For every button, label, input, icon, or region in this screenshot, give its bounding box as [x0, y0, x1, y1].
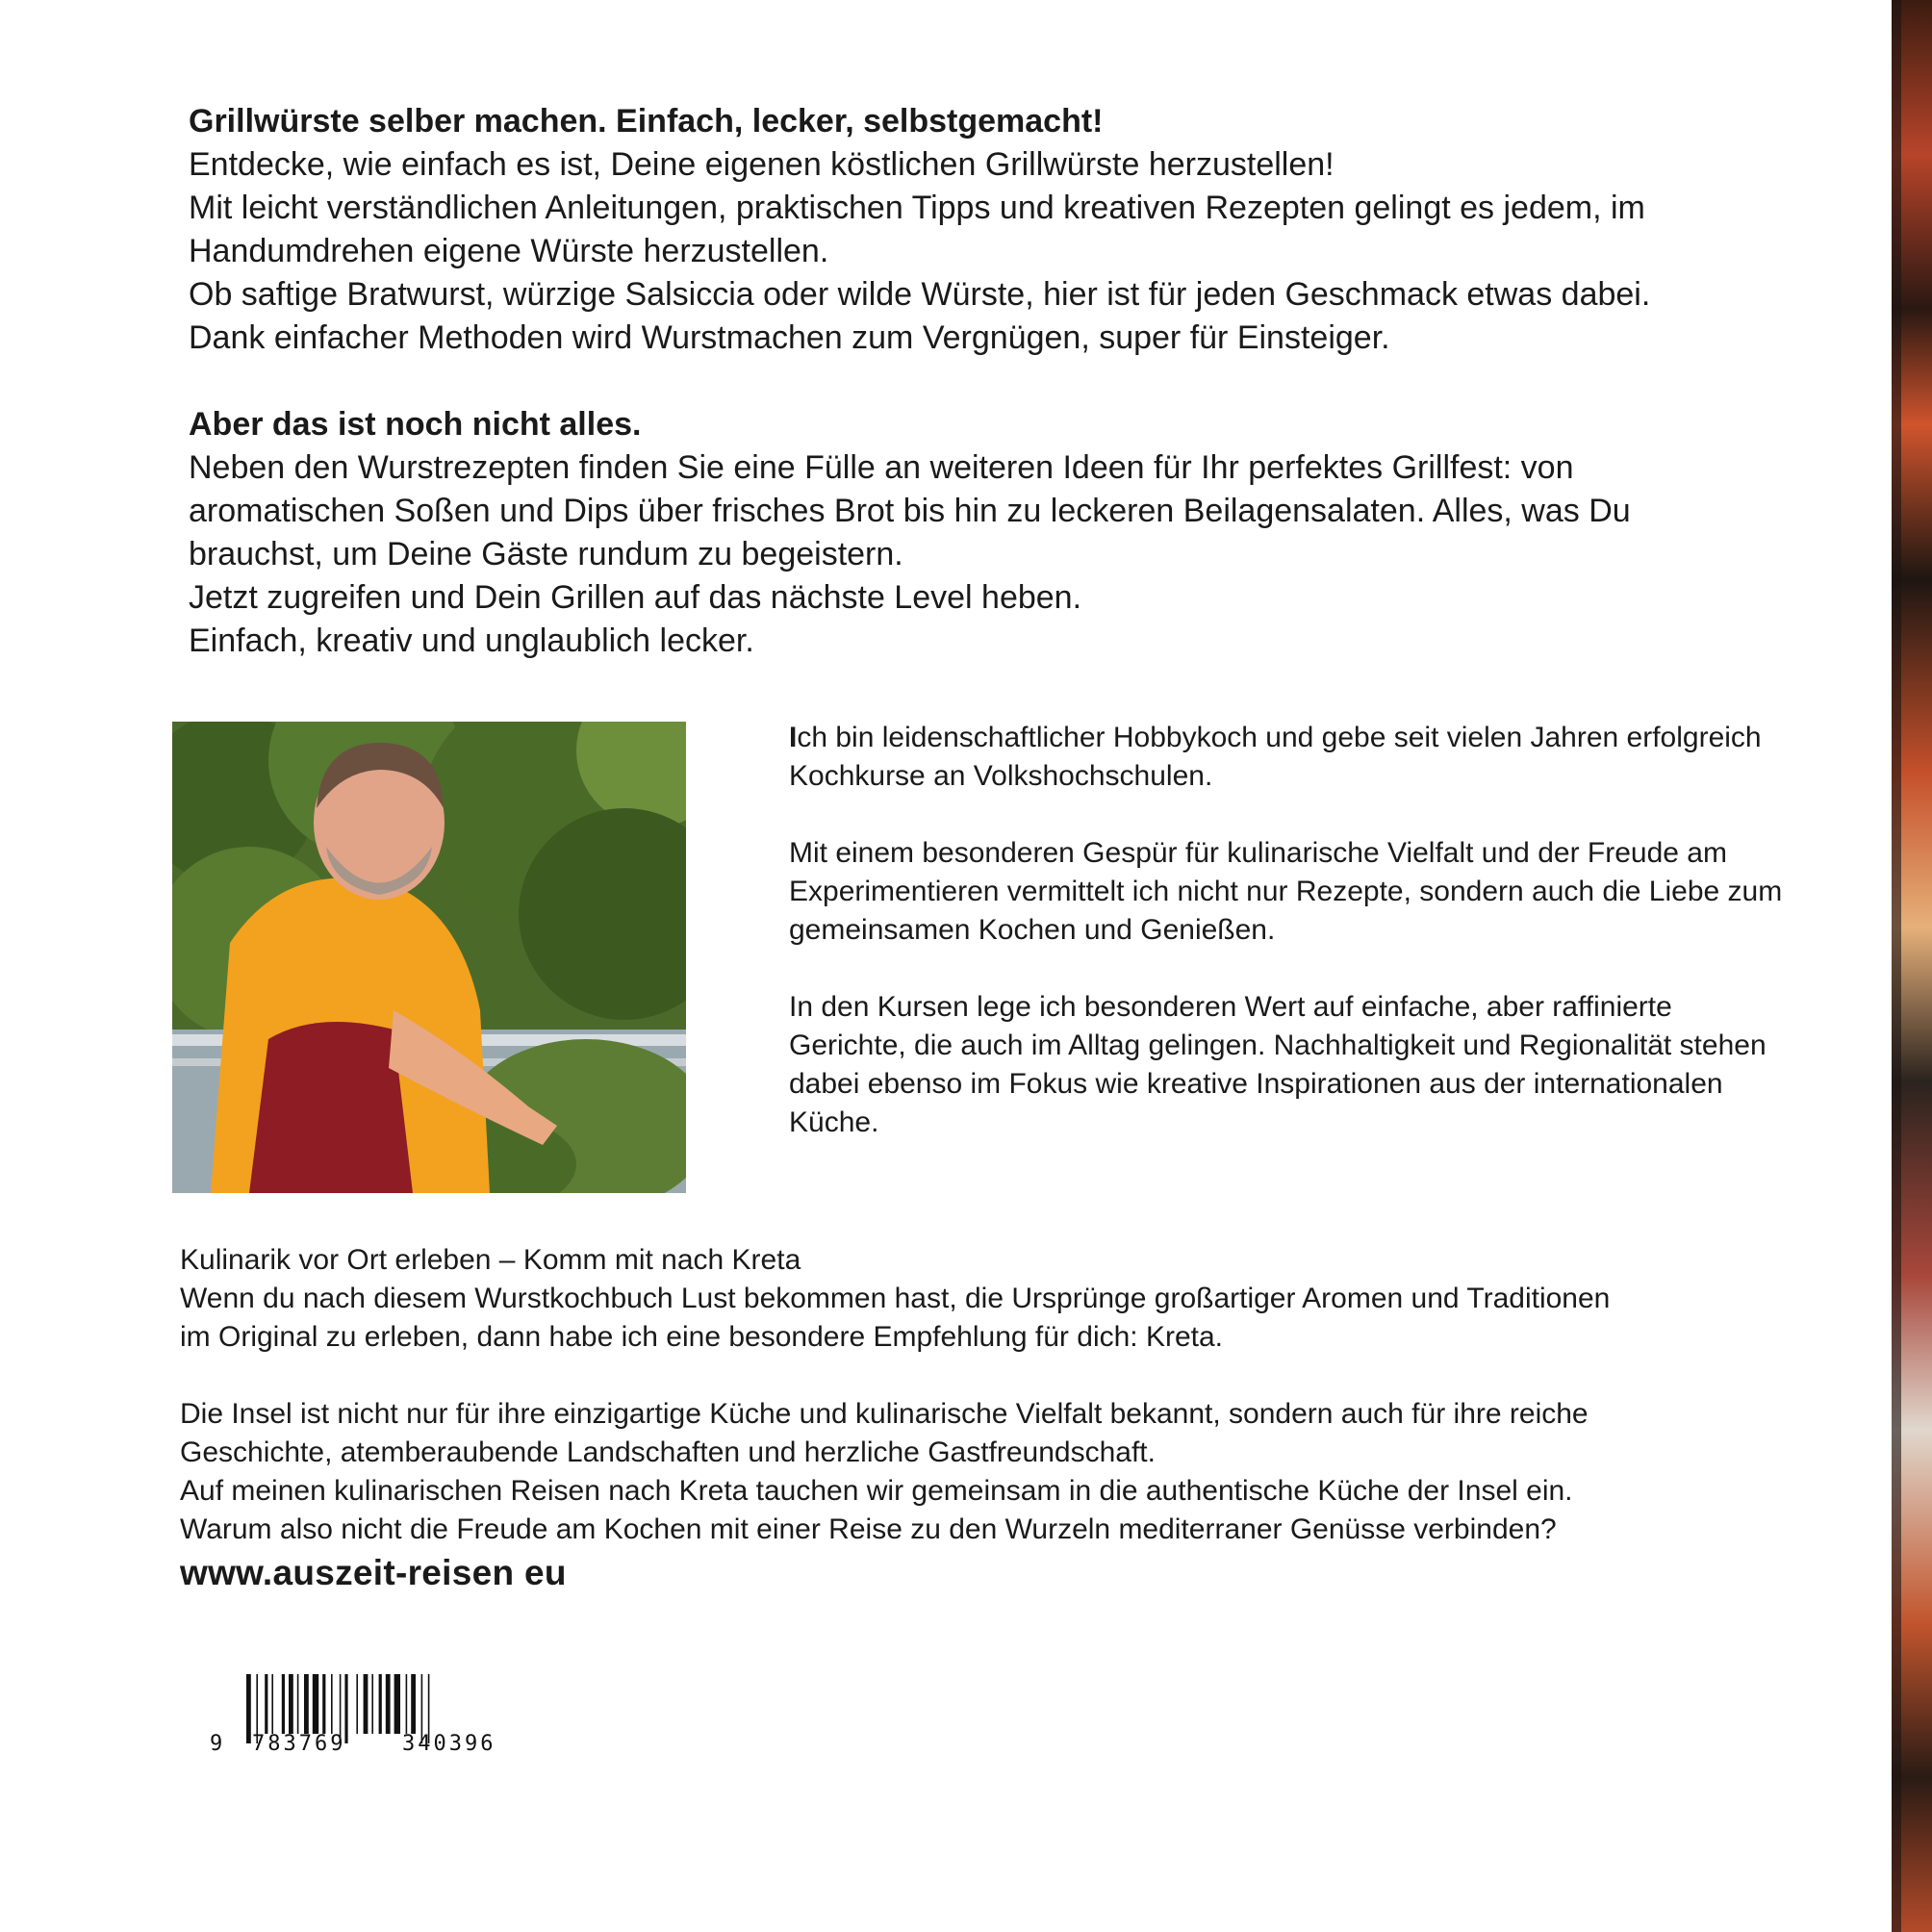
barcode-bar — [364, 1674, 369, 1734]
kreta-line: Geschichte, atemberaubende Landschaften und herzliche Gastfreundschaft. — [180, 1436, 1156, 1468]
intro-line: Handumdrehen eigene Würste herzustellen. — [189, 233, 829, 269]
barcode-bar — [411, 1674, 416, 1734]
barcode-bar — [331, 1674, 333, 1734]
barcode-bar — [289, 1674, 293, 1734]
barcode-bar — [386, 1674, 391, 1734]
author-bio — [789, 719, 1790, 1181]
intro-line: Dank einfacher Methoden wird Wurstmachen zum Vergnügen, super für Einsteiger. — [189, 319, 1390, 356]
barcode-bar — [406, 1674, 408, 1734]
barcode-digits-right: 340396 — [402, 1732, 496, 1756]
author-paragraph: Mit einem besonderen Gespür für kulinarische Vielfalt und der Freude am Experimentieren vermittelt ich nicht nur Rezepte, sondern auch die Liebe zum gemeinsamen Kochen und Genießen. — [789, 837, 1783, 946]
kreta-section — [180, 1241, 1806, 1549]
intro-heading-2: Aber das ist noch nicht alles. — [189, 406, 642, 443]
kreta-line: Auf meinen kulinarischen Reisen nach Kreta tauchen wir gemeinsam in die authentische Küche der Insel ein. — [180, 1475, 1573, 1507]
intro-section — [189, 100, 1786, 663]
author-paragraph-text: ch bin leidenschaftlicher Hobbykoch und gebe seit vielen Jahren erfolgreich Kochkurse an Volkshochschulen. — [789, 722, 1762, 792]
author-paragraph — [789, 719, 1790, 796]
barcode-bar — [297, 1674, 299, 1734]
author-photo — [172, 722, 686, 1193]
kreta-line: Wenn du nach diesem Wurstkochbuch Lust bekommen hast, die Ursprünge großartiger Aromen und Traditionen — [180, 1283, 1611, 1314]
barcode-bar — [356, 1674, 358, 1734]
author-initial: I — [789, 722, 798, 753]
barcode-bar — [313, 1674, 318, 1734]
author-paragraph: In den Kursen lege ich besonderen Wert auf einfache, aber raffinierte Gerichte, die auch im Alltag gelingen. Nachhaltigkeit und Regionalität stehen dabei ebenso im Fokus wie kreative Inspirationen aus der internationalen Küche. — [789, 991, 1767, 1138]
barcode-bar — [282, 1674, 285, 1734]
website-link[interactable]: www.auszeit-reisen eu — [180, 1553, 567, 1592]
intro-line: Mit leicht verständlichen Anleitungen, praktischen Tipps und kreativen Rezepten gelingt es jedem, im — [189, 190, 1645, 226]
barcode-bar — [246, 1674, 251, 1743]
barcode-bar — [379, 1674, 382, 1734]
barcode-bar — [371, 1674, 373, 1734]
barcode-bar — [394, 1674, 400, 1734]
intro-line: Jetzt zugreifen und Dein Grillen auf das nächste Level heben. — [189, 579, 1082, 616]
kreta-line: Warum also nicht die Freude am Kochen mit einer Reise zu den Wurzeln mediterraner Genüsse verbinden? — [180, 1513, 1557, 1545]
intro-line: Ob saftige Bratwurst, würzige Salsiccia oder wilde Würste, hier ist für jeden Geschmack etwas dabei. — [189, 276, 1651, 313]
barcode-bar — [265, 1674, 267, 1734]
barcode-bar — [271, 1674, 273, 1734]
intro-line: Einfach, kreativ und unglaublich lecker. — [189, 623, 754, 659]
barcode-digit-first: 9 — [210, 1732, 226, 1756]
intro-line: aromatischen Soßen und Dips über frisches Brot bis hin zu leckeren Beilagensalaten. Alles, was Du — [189, 493, 1631, 529]
intro-line: brauchst, um Deine Gäste rundum zu begeistern. — [189, 536, 903, 572]
barcode-bar — [304, 1674, 309, 1734]
barcode-bar — [322, 1674, 325, 1734]
barcode-digits-left: 783769 — [252, 1732, 346, 1756]
intro-heading: Grillwürste selber machen. Einfach, lecker, selbstgemacht! — [189, 103, 1104, 140]
kreta-line: Die Insel ist nicht nur für ihre einzigartige Küche und kulinarische Vielfalt bekannt, sondern auch für ihre reiche — [180, 1398, 1589, 1430]
kreta-line: im Original zu erleben, dann habe ich eine besondere Empfehlung für dich: Kreta. — [180, 1321, 1223, 1353]
kreta-title: Kulinarik vor Ort erleben – Komm mit nach Kreta — [180, 1244, 801, 1276]
food-photo-strip — [1892, 0, 1932, 1932]
intro-line: Neben den Wurstrezepten finden Sie eine Fülle an weiteren Ideen für Ihr perfektes Grillfest: von — [189, 449, 1574, 486]
intro-line: Entdecke, wie einfach es ist, Deine eigenen köstlichen Grillwürste herzustellen! — [189, 146, 1335, 183]
